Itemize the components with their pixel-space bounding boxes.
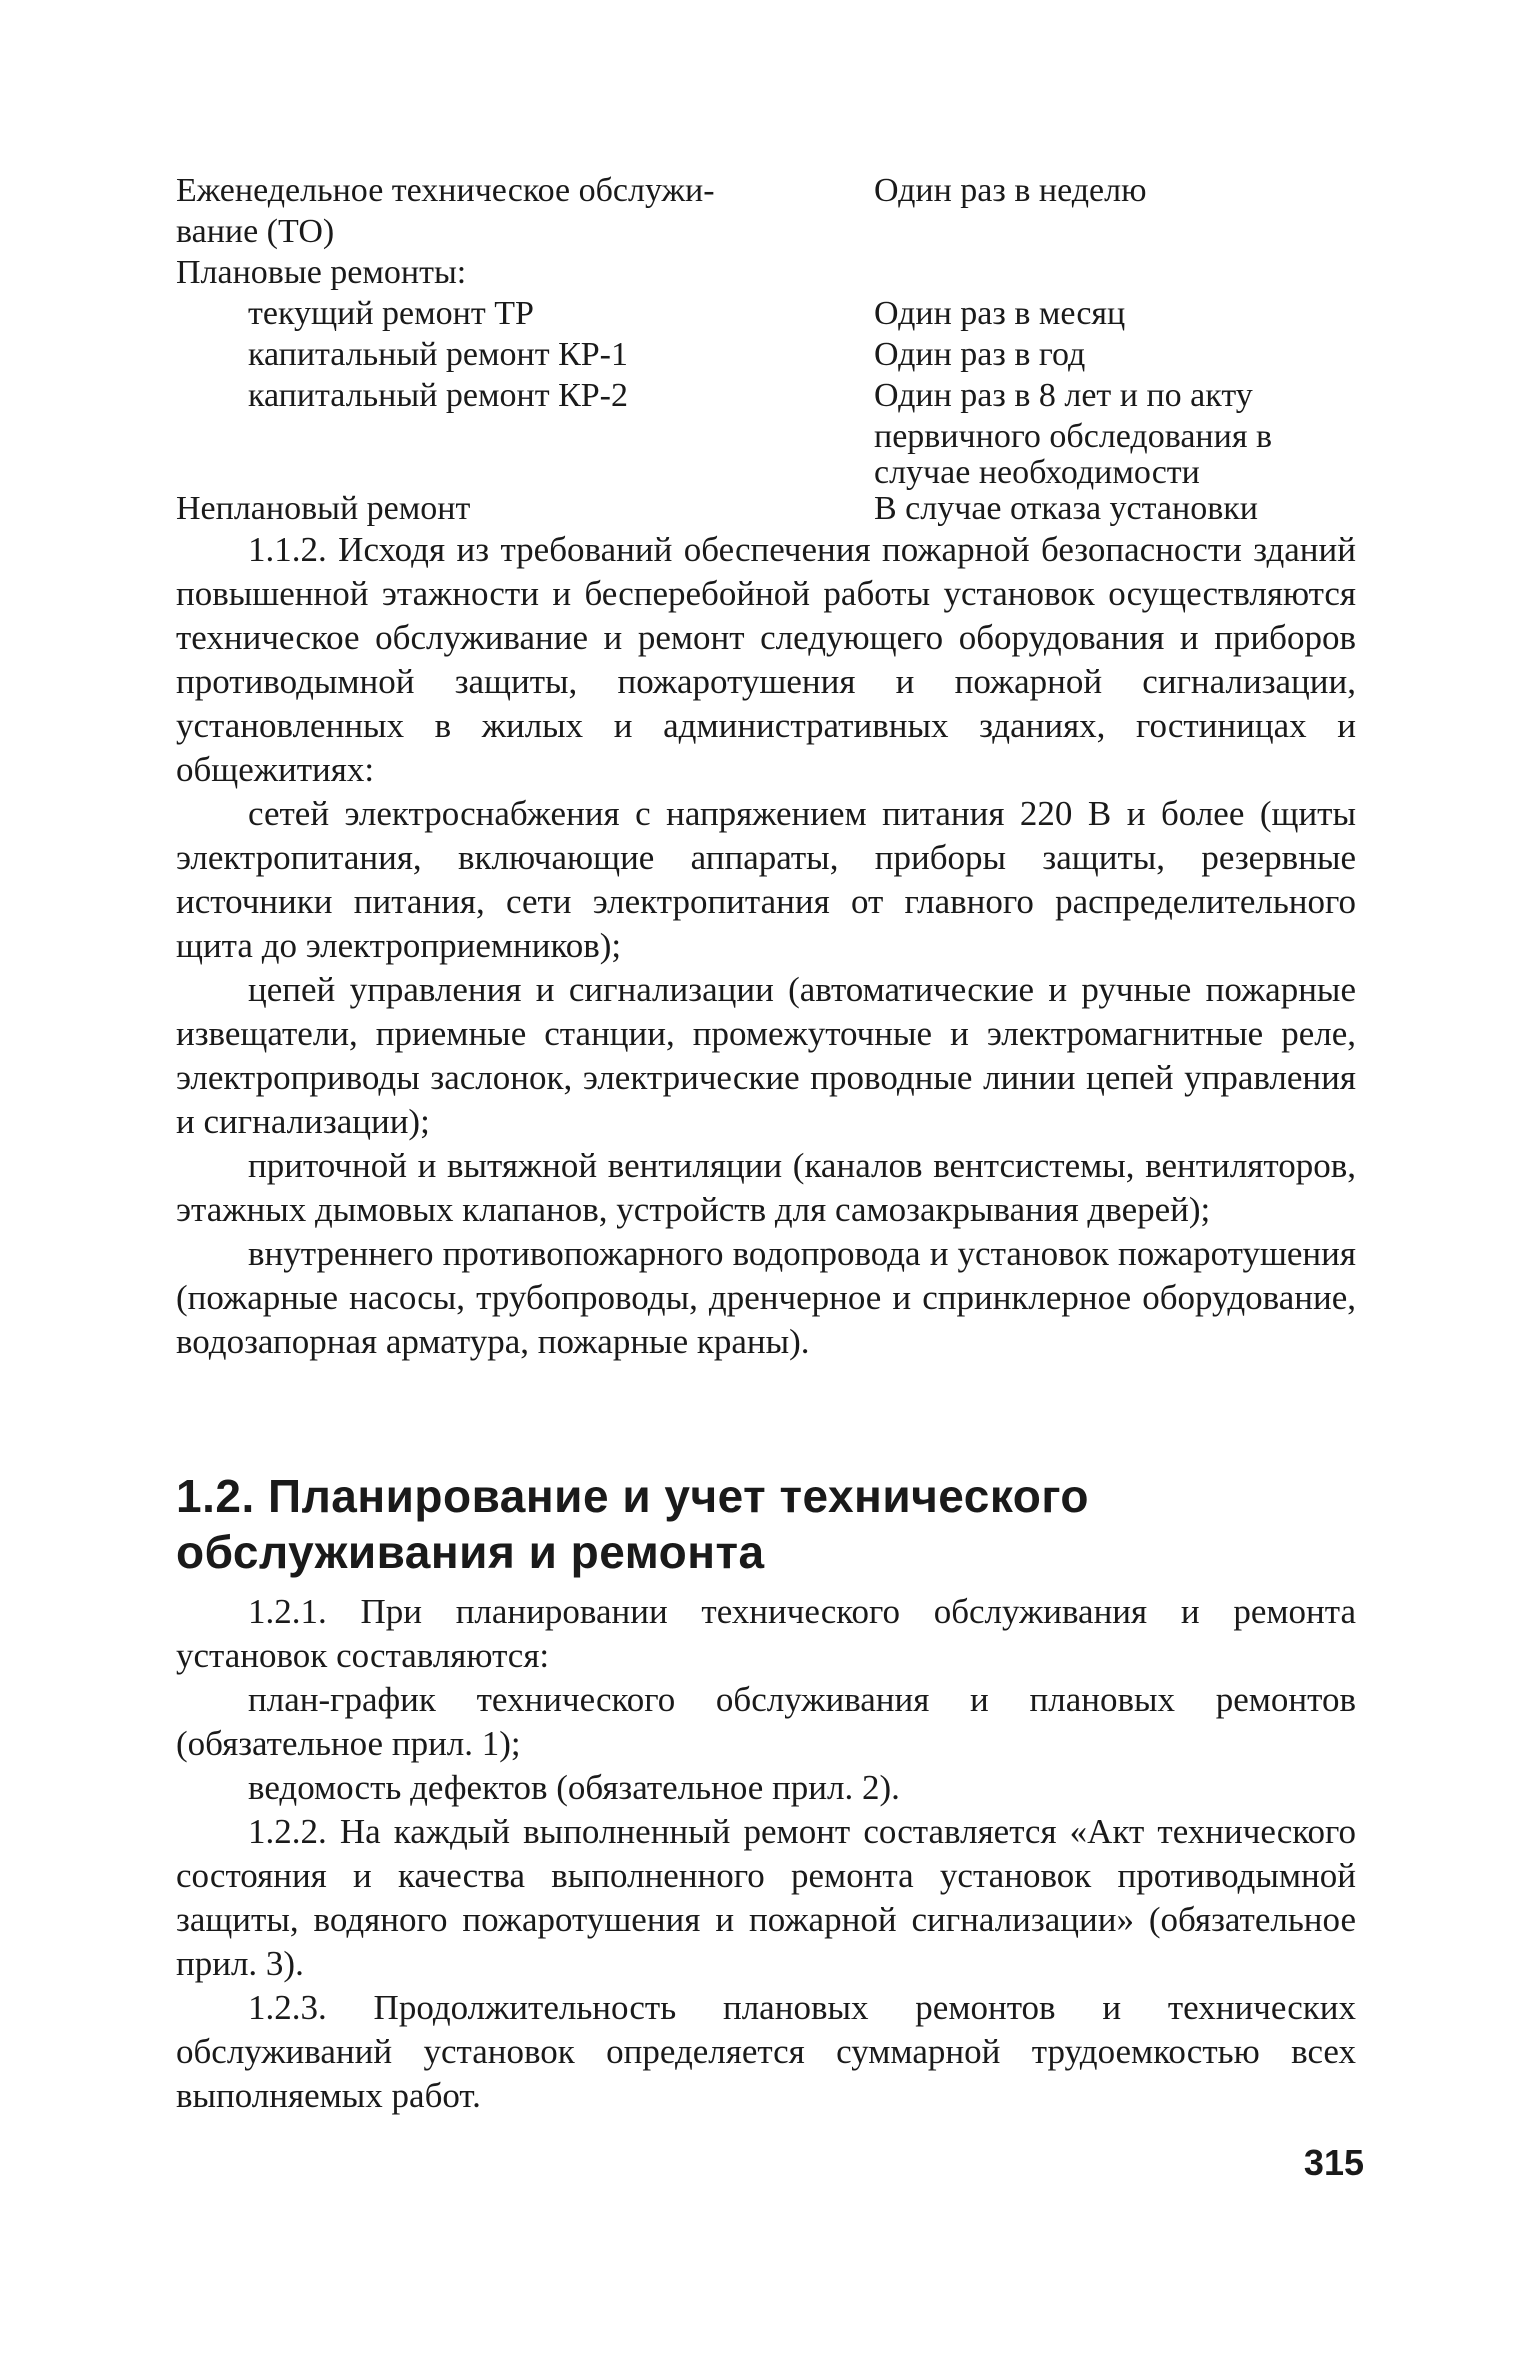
schedule-row: [176, 488, 1356, 529]
list-item: цепей управления и сигнализации (автоматические и ручные пожарные извещатели, приемные станции, промежуточные и электромагнитные реле, электроприводы заслонок, электрические проводные линии цепей управления и сигнализации);: [176, 970, 1356, 1141]
paragraph-1-2-3: 1.2.3. Продолжительность плановых ремонтов и технических обслуживаний установок определяется суммарной трудоемкостью всех выполняемых работ.: [176, 1988, 1356, 2115]
schedule-row-frequency: случае необходимости: [874, 454, 1200, 491]
schedule-row: [176, 375, 1356, 416]
schedule-row: [176, 416, 1356, 455]
list-item: план-график технического обслуживания и плановых ремонтов (обязательное прил. 1);: [176, 1680, 1356, 1763]
section-1-1-2: [176, 528, 1356, 1364]
schedule-row-frequency: Один раз в 8 лет и по акту: [874, 377, 1253, 414]
list-item: приточной и вытяжной вентиляции (каналов вентсистемы, вентиляторов, этажных дымовых клапанов, устройств для самозакрывания дверей);: [176, 1146, 1356, 1229]
schedule-row-frequency: Один раз в неделю: [874, 172, 1147, 209]
schedule-row-label: текущий ремонт ТР: [248, 295, 534, 332]
schedule-row: [176, 293, 1356, 334]
schedule-row: [176, 452, 1356, 491]
schedule-row-label: Плановые ремонты:: [176, 254, 467, 291]
schedule-row-frequency: В случае отказа установки: [874, 490, 1258, 527]
schedule-row: [176, 252, 1356, 293]
section-heading-line: обслуживания и ремонта: [176, 1526, 765, 1578]
schedule-row-label: Неплановый ремонт: [176, 490, 471, 527]
schedule-row: [176, 211, 1356, 252]
schedule-row-label: капитальный ремонт КР-1: [248, 336, 628, 373]
page-number: 315: [1303, 2142, 1364, 2183]
maintenance-schedule-table: [176, 170, 1356, 529]
list-item: сетей электроснабжения с напряжением питания 220 В и более (щиты электропитания, включающие аппараты, приборы защиты, резервные источники питания, сети электропитания от главного распределительного щита до электроприемников);: [176, 794, 1356, 965]
list-item: внутреннего противопожарного водопровода и установок пожаротушения (пожарные насосы, трубопроводы, дренчерное и спринклерное оборудование, водозапорная арматура, пожарные краны).: [176, 1234, 1356, 1361]
section-heading-line: 1.2. Планирование и учет технического: [176, 1470, 1090, 1522]
schedule-row-frequency: Один раз в месяц: [874, 295, 1126, 332]
section-1-2-heading: [176, 1468, 1356, 1580]
paragraph-1-2-2: 1.2.2. На каждый выполненный ремонт составляется «Акт технического состояния и качества выполненного ремонта установок противодымной защиты, водяного пожаротушения и пожарной сигнализации» (обязательное прил. 3).: [176, 1812, 1356, 1983]
paragraph-1-1-2: 1.1.2. Исходя из требований обеспечения пожарной безопасности зданий повышенной этажности и бесперебойной работы установок осуществляются техническое обслуживание и ремонт следующего оборудования и приборов противодымной защиты, пожаротушения и пожарной сигнализации, установленных в жилых и административных зданиях, гостиницах и общежитиях:: [176, 530, 1356, 789]
schedule-row: [176, 170, 1356, 211]
section-1-2-body: [176, 1590, 1356, 2118]
schedule-row-label: Еженедельное техническое обслужи-: [176, 172, 715, 209]
schedule-row: [176, 334, 1356, 375]
paragraph-1-2-1: 1.2.1. При планировании технического обслуживания и ремонта установок составляются:: [176, 1592, 1356, 1675]
schedule-row-label: вание (ТО): [176, 213, 335, 250]
schedule-row-frequency: Один раз в год: [874, 336, 1086, 373]
schedule-row-label: капитальный ремонт КР-2: [248, 377, 628, 414]
list-item: ведомость дефектов (обязательное прил. 2).: [248, 1768, 900, 1807]
schedule-row-frequency: первичного обследования в: [874, 418, 1273, 455]
